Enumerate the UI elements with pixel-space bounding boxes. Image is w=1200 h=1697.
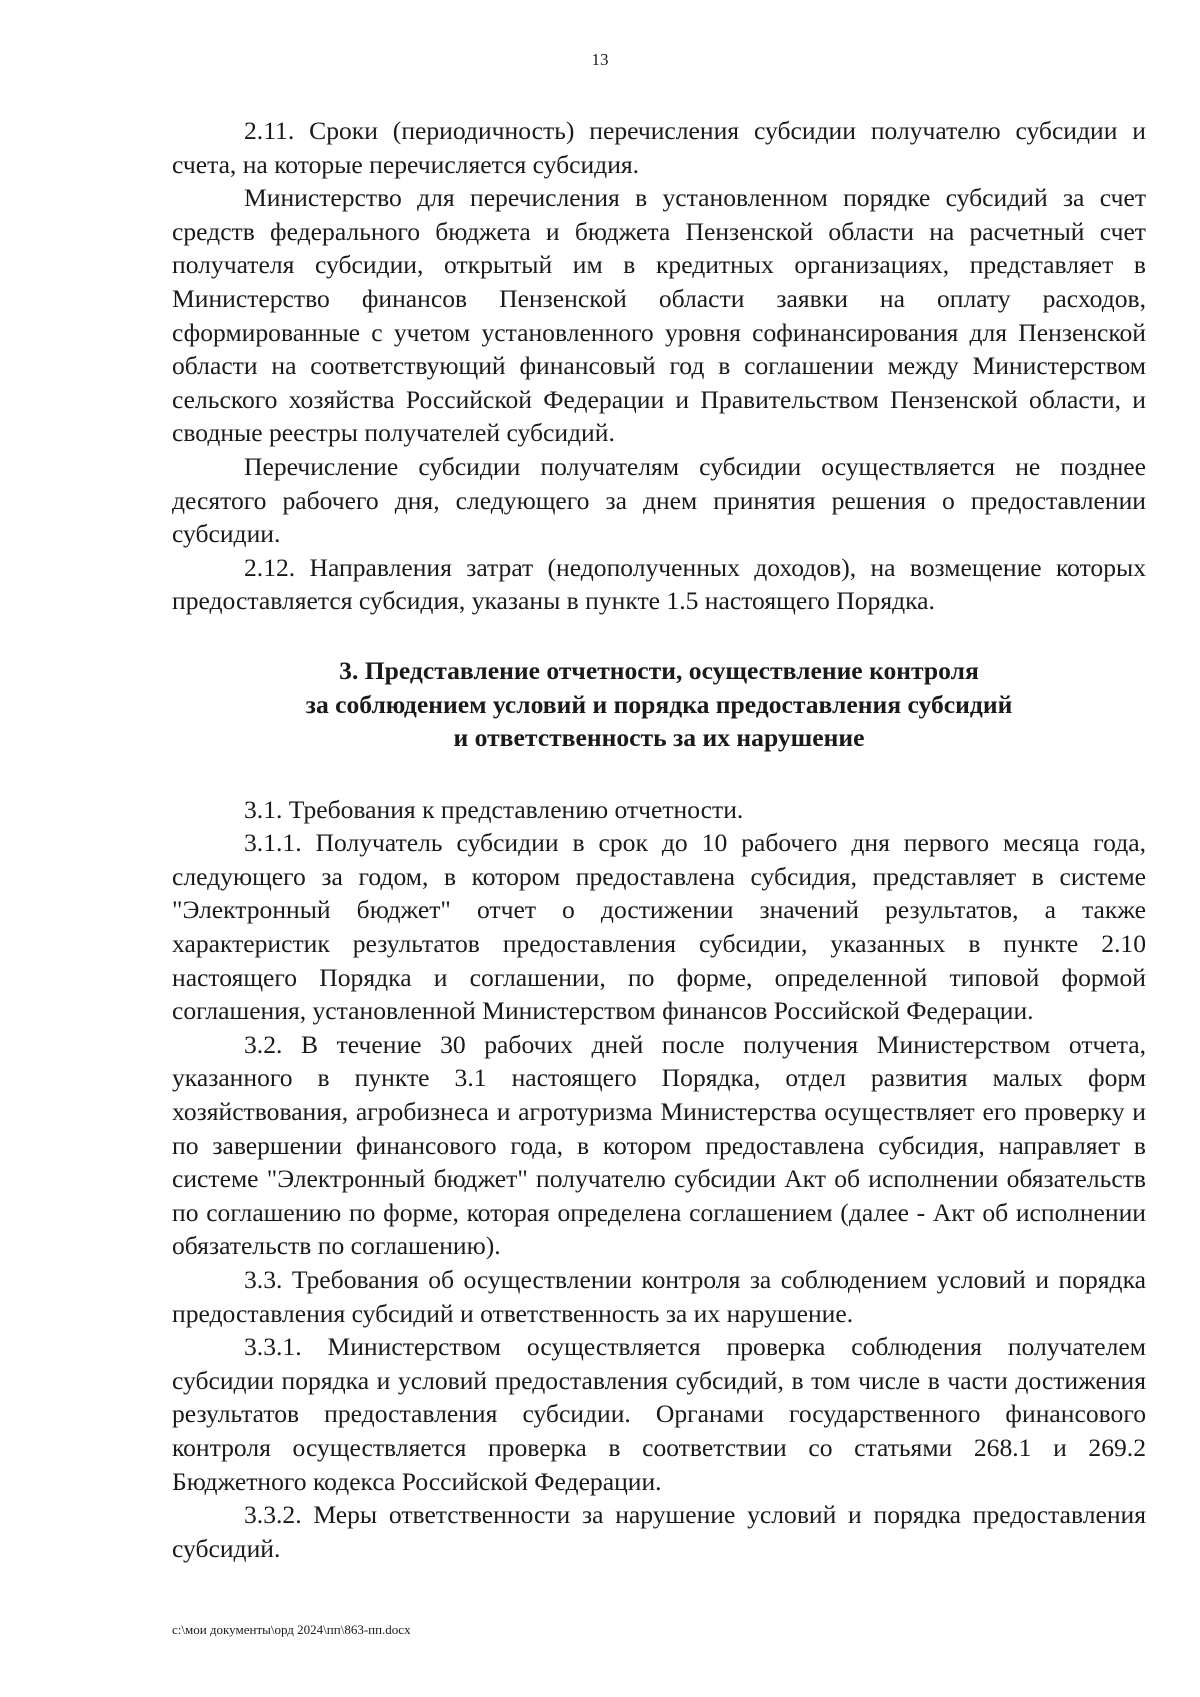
footer-file-path: c:\мои документы\орд 2024\пп\863-пп.docx [172,1622,411,1637]
paragraph-3-3: 3.3. Требования об осуществлении контроля за соблюдением условий и порядка предоставления субсидий и ответственность за их нарушение. [172,1265,1146,1328]
page-number: 13 [591,50,609,69]
section-title-line-2: за соблюдением условий и порядка предоставления субсидий [305,689,1013,719]
paragraph-2-11: 2.11. Сроки (периодичность) перечисления субсидии получателю субсидии и счета, на которые перечисляется субсидия. [172,116,1146,179]
section-title-line-3: и ответственность за их нарушение [453,723,865,753]
paragraph-3-1-1: 3.1.1. Получатель субсидии в срок до 10 рабочего дня первого месяца года, следующего за годом, в котором предоставлена субсидия, представляет в системе "Электронный бюджет" отчет о достижении значений результатов, а также характеристик результатов предоставления субсидии, указанных в пункте 2.10 настоящего Порядка и соглашении, по форме, определенной типовой формой соглашения, установленной Министерством финансов Российской Федерации. [172,828,1146,1026]
paragraph-3-3-1: 3.3.1. Министерством осуществляется проверка соблюдения получателем субсидии порядка и условий предоставления субсидий, в том числе в части достижения результатов предоставления субсидии. Органами государственного финансового контроля осуществляется проверка в соответствии со статьями 268.1 и 269.2 Бюджетного кодекса Российской Федерации. [172,1332,1146,1496]
paragraph-3-3-2: 3.3.2. Меры ответственности за нарушение условий и порядка предоставления субсидий. [172,1500,1146,1563]
paragraph-3-2: 3.2. В течение 30 рабочих дней после получения Министерством отчета, указанного в пункте 3.1 настоящего Порядка, отдел развития малых форм хозяйствования, агробизнеса и агротуризма Министерства осуществляет его проверку и по завершении финансового года, в котором предоставлена субсидия, направляет в системе "Электронный бюджет" получателю субсидии Акт об исполнении обязательств по соглашению по форме, которая определена соглашением (далее - Акт об исполнении обязательств по соглашению). [172,1029,1146,1261]
paragraph-3-1: 3.1. Требования к представлению отчетности. [244,794,744,824]
paragraph-2-12: 2.12. Направления затрат (недополученных доходов), на возмещение которых предоставляется субсидия, указаны в пункте 1.5 настоящего Порядка. [172,552,1146,616]
paragraph-transfer-procedure: Министерство для перечисления в установленном порядке субсидий за счет средств федерального бюджета и бюджета Пензенской области на расчетный счет получателя субсидии, открытый им в кредитных организациях, представляет в Министерство финансов Пензенской области заявки на оплату расходов, сформированные с учетом установленного уровня софинансирования для Пензенской области на соответствующий финансовый год в соглашении между Министерством сельского хозяйства Российской Федерации и Правительством Пензенской области, и сводные реестры получателей субсидий. [172,183,1146,448]
document-body [172,114,1146,1565]
section-title-line-1: 3. Представление отчетности, осуществление контроля [339,655,979,685]
section-3-title [172,654,1146,755]
paragraph-transfer-deadline: Перечисление субсидии получателям субсидии осуществляется не позднее десятого рабочего дня, следующего за днем принятия решения о предоставлении субсидии. [172,451,1146,549]
